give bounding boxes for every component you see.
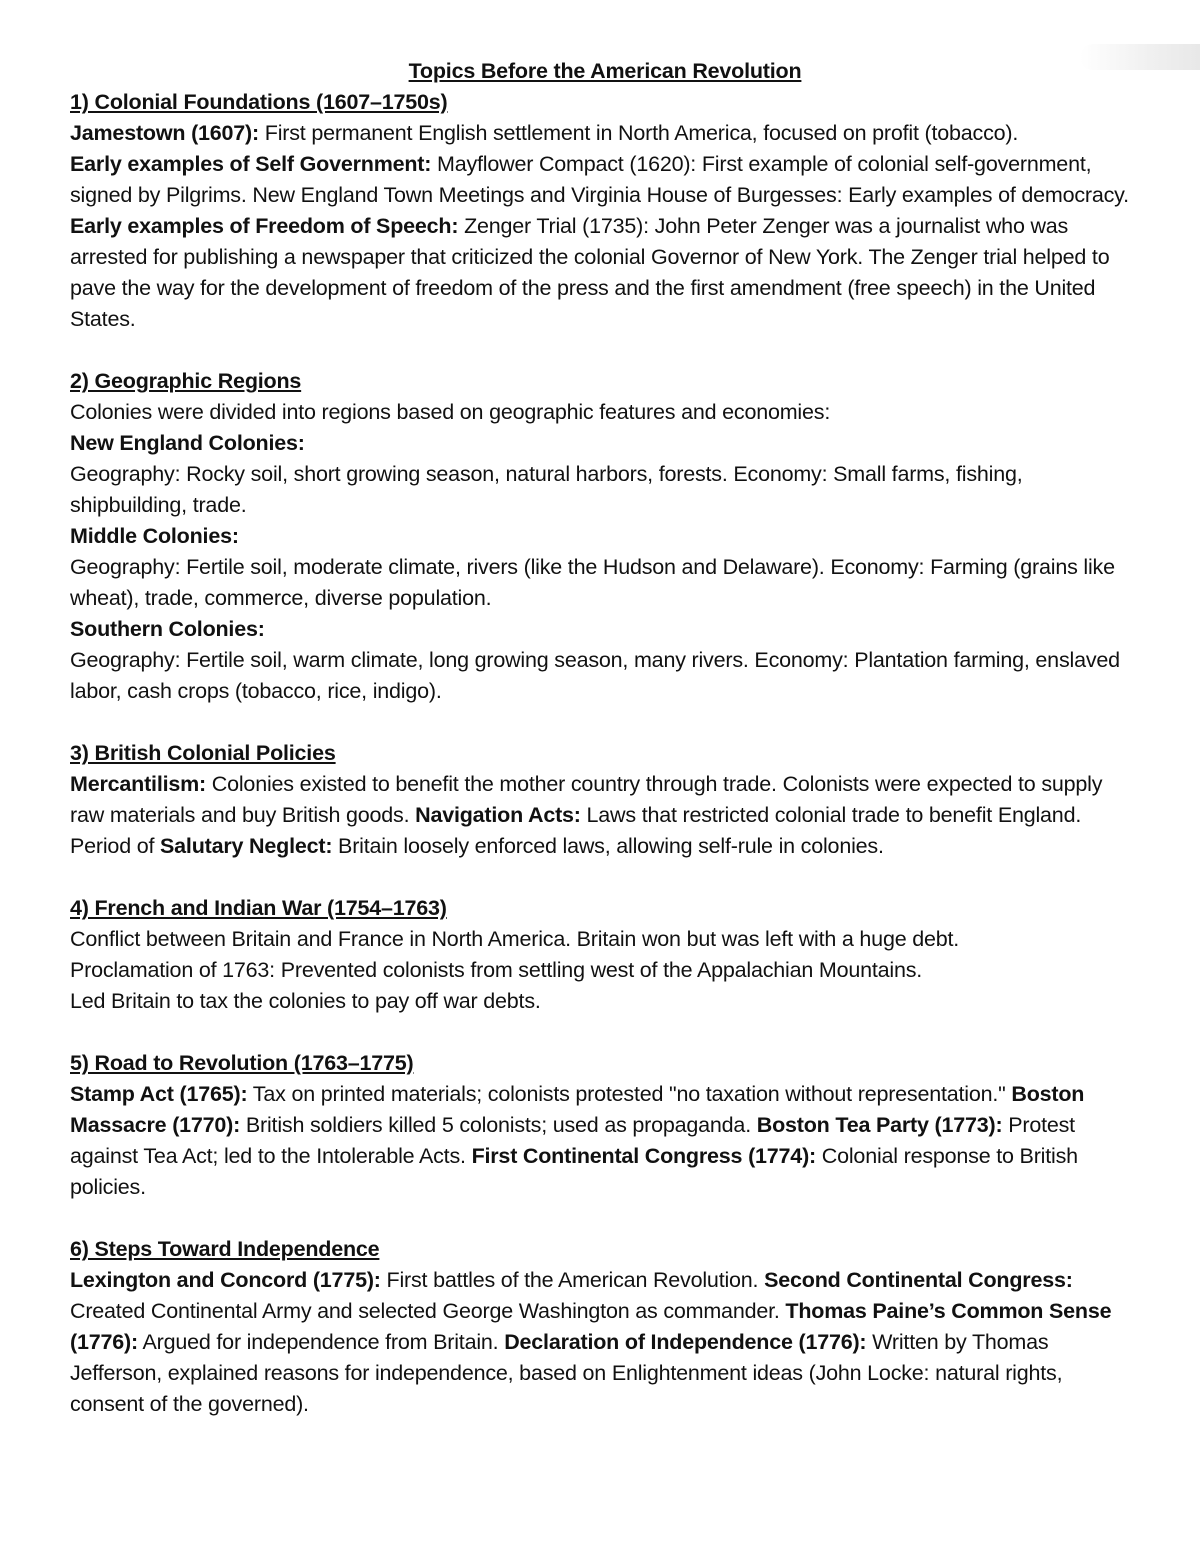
term-label: First Continental Congress (1774):: [471, 1144, 816, 1168]
paragraph-policies: [70, 769, 1140, 862]
section-geographic-regions: [70, 366, 1140, 707]
term-text: Britain loosely enforced laws, allowing self-rule in colonies.: [332, 834, 884, 858]
document-page: [70, 56, 1140, 1451]
term-label: Jamestown (1607):: [70, 121, 259, 145]
section-british-colonial-policies: [70, 738, 1140, 862]
war-line: Led Britain to tax the colonies to pay off war debts.: [70, 989, 541, 1013]
section-heading: 6) Steps Toward Independence: [70, 1237, 380, 1261]
term-text: Argued for independence from Britain.: [137, 1330, 505, 1354]
section-heading: 4) French and Indian War (1754–1763): [70, 896, 447, 920]
section-heading: 3) British Colonial Policies: [70, 741, 336, 765]
term-label: Mercantilism:: [70, 772, 206, 796]
term-text: Protest against Tea Act; led to the Intolerable Acts.: [70, 1113, 1075, 1168]
term-label: Lexington and Concord (1775):: [70, 1268, 381, 1292]
section-colonial-foundations: [70, 87, 1140, 335]
term-label: Second Continental Congress:: [764, 1268, 1073, 1292]
term-text: Zenger Trial (1735): John Peter Zenger was a journalist who was arrested for publishing a newspaper that criticized the colonial Governor of New York. The Zenger trial helped to pave the way for the development of freedom of the press and the first amendment (free speech) in the United States.: [70, 214, 1110, 331]
term-text: Written by Thomas Jefferson, explained reasons for independence, based on Enlightenment ideas (John Locke: natural rights, consent of the governed).: [70, 1330, 1063, 1416]
term-label: Stamp Act (1765):: [70, 1082, 248, 1106]
term-label: Boston Tea Party (1773):: [756, 1113, 1003, 1137]
paragraph-independence: [70, 1265, 1140, 1420]
paragraph-middle-colonies: Geography: Fertile soil, moderate climate, rivers (like the Hudson and Delaware). Economy: Farming (grains like wheat), trade, commerce, diverse population.: [70, 555, 1115, 610]
term-text: Created Continental Army and selected George Washington as commander.: [70, 1299, 786, 1323]
document-title: Topics Before the American Revolution: [408, 59, 802, 83]
section-heading: 1) Colonial Foundations (1607–1750s): [70, 90, 448, 114]
term-label: Early examples of Freedom of Speech:: [70, 214, 459, 238]
section-heading: 2) Geographic Regions: [70, 369, 302, 393]
paragraph-jamestown: [70, 118, 1140, 149]
paragraph-new-england: Geography: Rocky soil, short growing season, natural harbors, forests. Economy: Small farms, fishing, shipbuilding, trade.: [70, 462, 1023, 517]
paragraph-self-government: [70, 149, 1140, 211]
term-text: First permanent English settlement in North America, focused on profit (tobacco).: [258, 121, 1019, 145]
term-label: Thomas Paine’s Common Sense (1776):: [70, 1299, 1112, 1354]
paragraph-road-to-revolution: [70, 1079, 1140, 1203]
term-text: British soldiers killed 5 colonists; used as propaganda.: [240, 1113, 757, 1137]
term-text: Laws that restricted colonial trade to benefit England. Period of: [70, 803, 1082, 858]
term-label: Salutary Neglect:: [160, 834, 333, 858]
war-line: Conflict between Britain and France in North America. Britain won but was left with a huge debt.: [70, 927, 960, 951]
war-line: Proclamation of 1763: Prevented colonists from settling west of the Appalachian Mountains.: [70, 958, 923, 982]
subheading-southern-colonies: Southern Colonies:: [70, 617, 265, 641]
term-text: Tax on printed materials; colonists protested "no taxation without representation.": [247, 1082, 1012, 1106]
subheading-middle-colonies: Middle Colonies:: [70, 524, 239, 548]
section-heading: 5) Road to Revolution (1763–1775): [70, 1051, 414, 1075]
term-text: Mayflower Compact (1620): First example of colonial self-government, signed by Pilgrims. New England Town Meetings and Virginia House of Burgesses: Early examples of democracy.: [70, 152, 1129, 207]
section-steps-toward-independence: [70, 1234, 1140, 1420]
section-french-and-indian-war: [70, 893, 1140, 1017]
term-text: Colonial response to British policies.: [70, 1144, 1078, 1199]
regions-intro: Colonies were divided into regions based on geographic features and economies:: [70, 400, 831, 424]
term-text: Colonies existed to benefit the mother country through trade. Colonists were expected to supply raw materials and buy British goods.: [70, 772, 1103, 827]
term-text: First battles of the American Revolution.: [380, 1268, 765, 1292]
term-label: Declaration of Independence (1776):: [504, 1330, 867, 1354]
paragraph-freedom-of-speech: [70, 211, 1140, 335]
term-label: Navigation Acts:: [415, 803, 581, 827]
subheading-new-england: New England Colonies:: [70, 431, 305, 455]
paragraph-southern-colonies: Geography: Fertile soil, warm climate, long growing season, many rivers. Economy: Plantation farming, enslaved labor, cash crops (tobacco, rice, indigo).: [70, 648, 1120, 703]
term-label: Boston Massacre (1770):: [70, 1082, 1085, 1137]
term-label: Early examples of Self Government:: [70, 152, 432, 176]
section-road-to-revolution: [70, 1048, 1140, 1203]
